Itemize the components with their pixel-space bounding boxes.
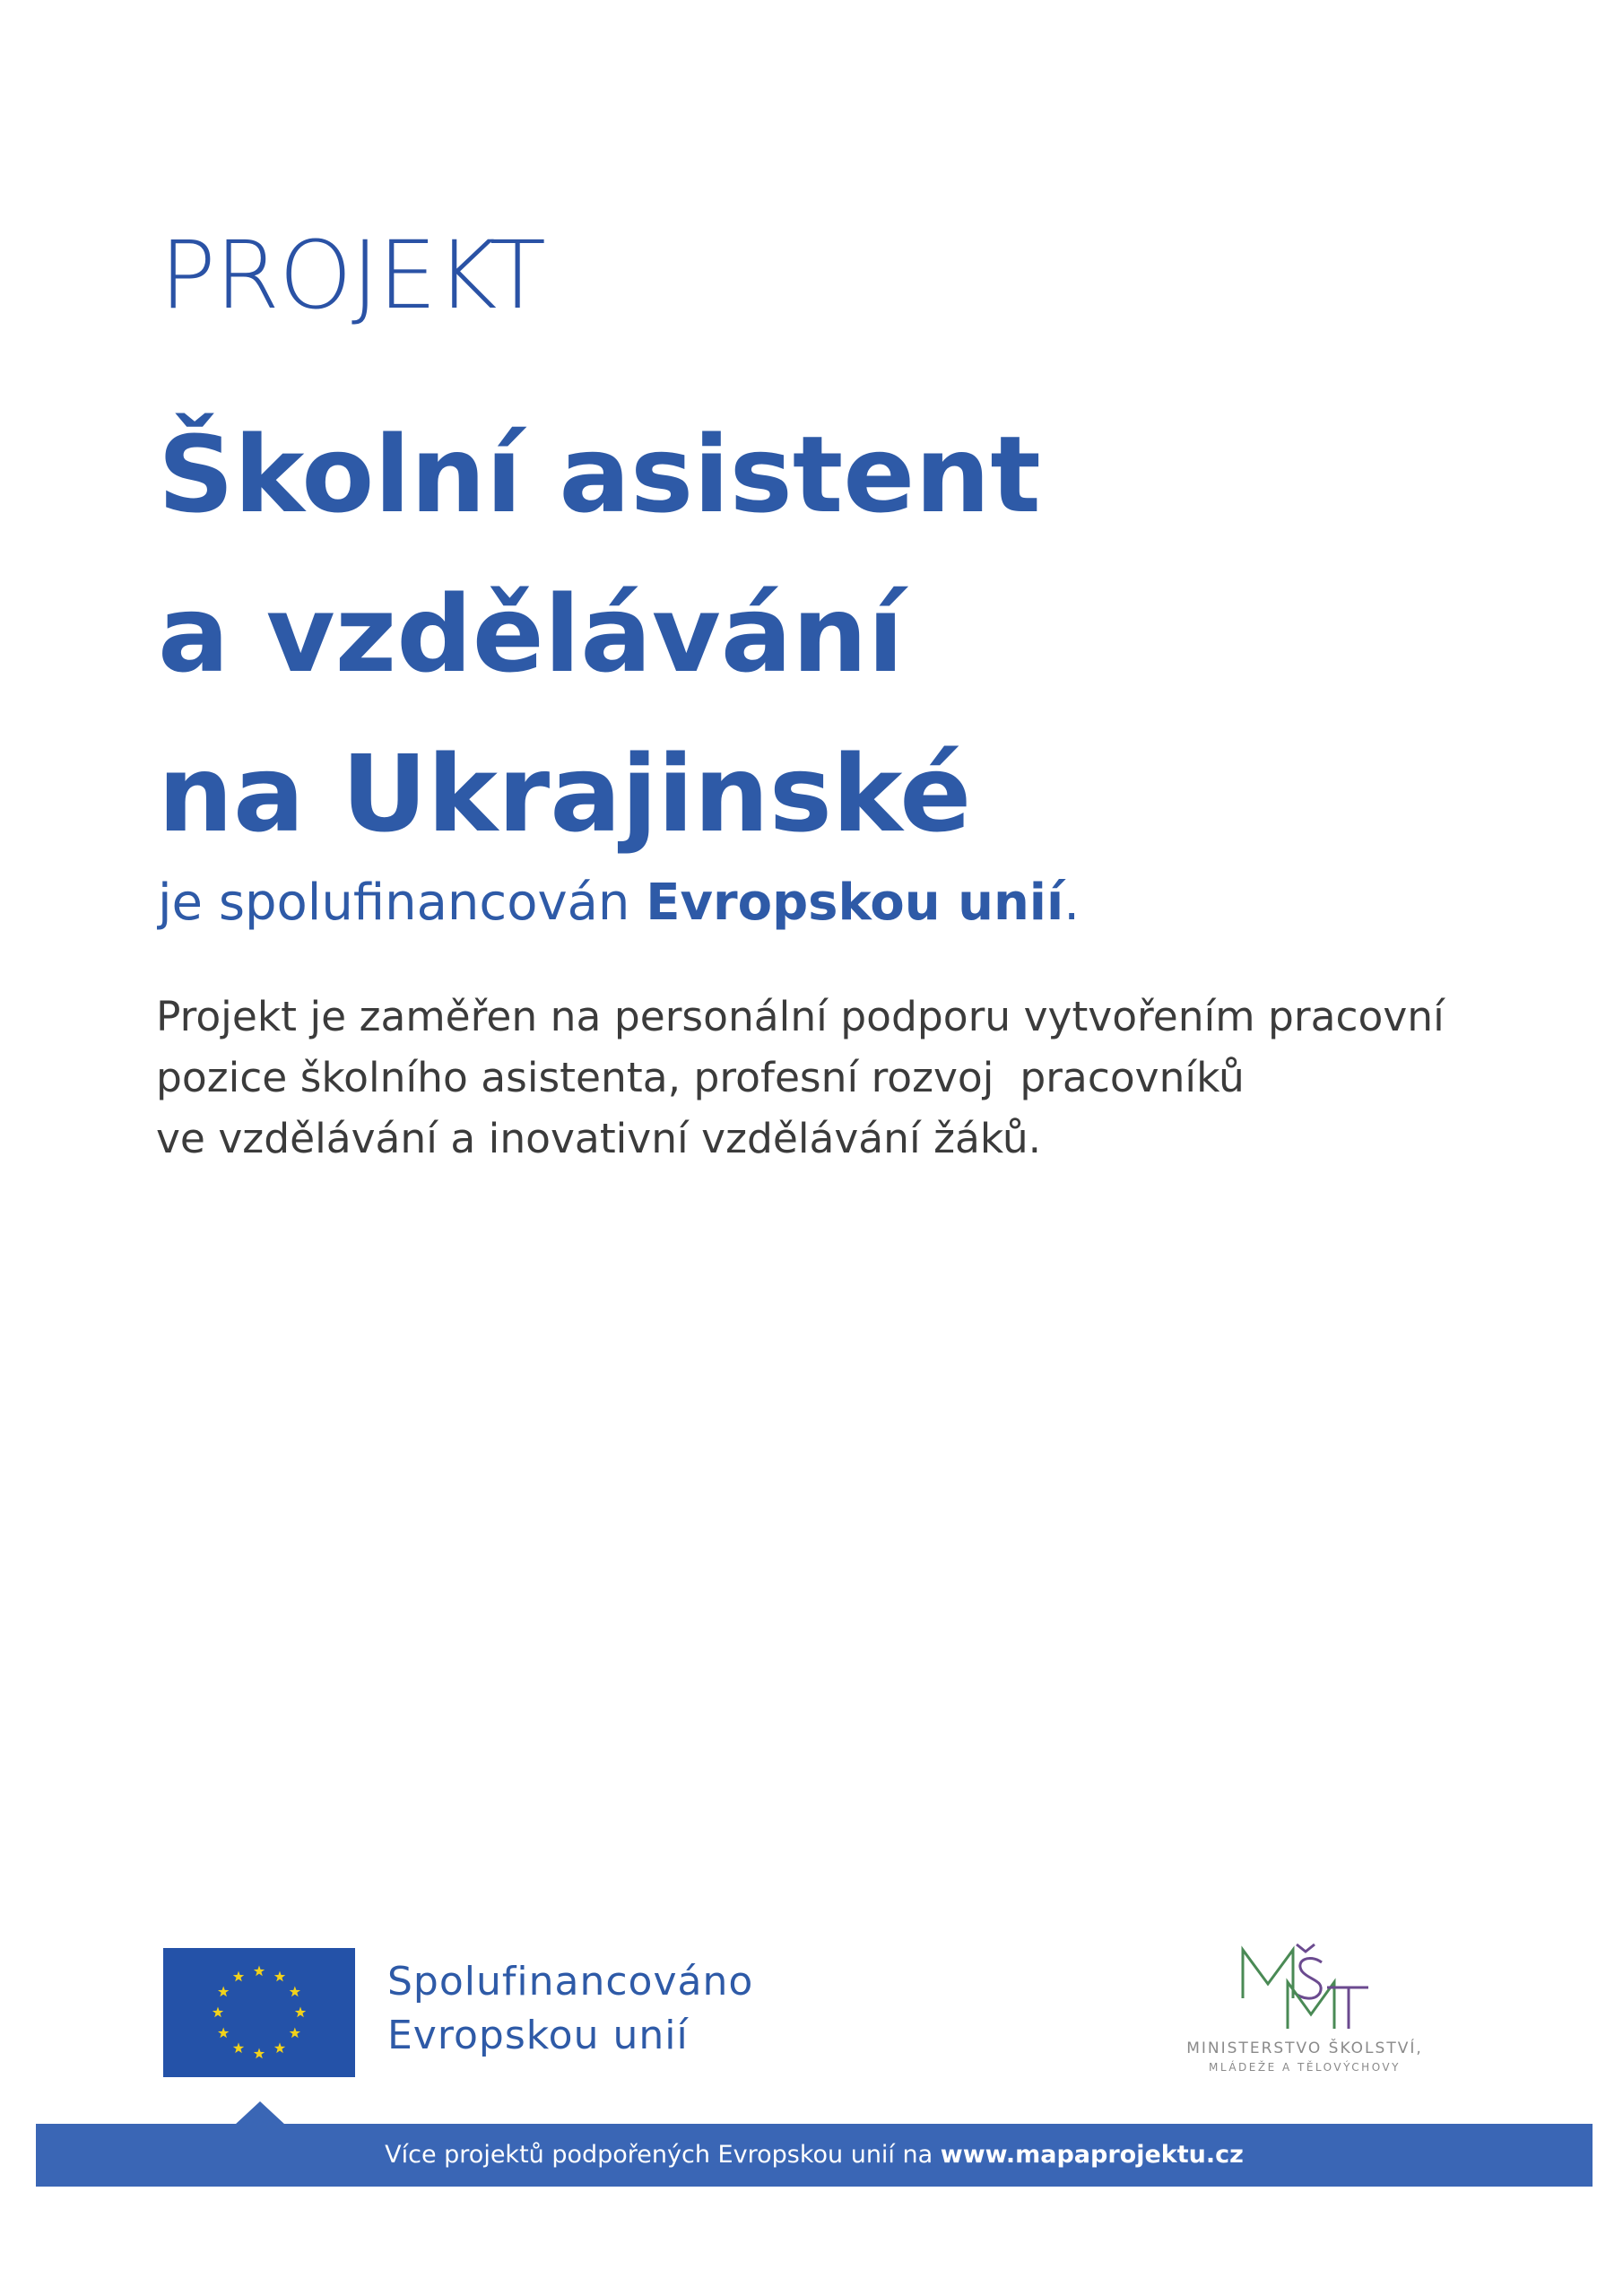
title-line-1: Školní asistent (158, 413, 1041, 536)
cofinancing-statement (158, 873, 1080, 933)
project-eyebrow: PROJEKT (160, 221, 545, 330)
eu-star-icon (233, 2042, 244, 2053)
eu-star-icon (218, 2028, 229, 2039)
title-line-3: na Ukrajinské (158, 732, 972, 856)
eu-cofinanced-caption (387, 1955, 753, 2063)
eu-star-icon (218, 1987, 229, 1997)
ministry-logo (1157, 1943, 1453, 2086)
eu-star-icon (274, 2042, 285, 2053)
eu-star-icon (233, 1971, 244, 1982)
subtitle-suffix: . (1063, 874, 1081, 932)
eu-caption-line-1: Spolufinancováno (387, 1959, 754, 2005)
eu-star-icon (290, 1987, 300, 1997)
title-line-2: a vzdělávání (158, 572, 904, 696)
eu-star-icon (295, 2007, 306, 2018)
banner-prefix: Více projektů podpořených Evropskou unií na (385, 2141, 941, 2169)
banner-text (36, 2124, 1593, 2187)
subtitle-eu: Evropskou unií (646, 874, 1064, 932)
banner-notch (235, 2101, 285, 2125)
description-line-1: Projekt je zaměřen na personální podporu vytvořením pracovní (156, 993, 1445, 1040)
eu-star-icon (254, 1966, 265, 1977)
eu-star-icon (213, 2007, 223, 2018)
eu-star-icon (254, 2048, 265, 2059)
eu-caption-line-2: Evropskou unií (387, 2013, 689, 2058)
msmt-logo-icon (1237, 1943, 1372, 2032)
project-title (158, 395, 1041, 874)
description-line-2: pozice školního asistenta, profesní rozvoj pracovníků (156, 1054, 1245, 1101)
description-line-3: ve vzdělávání a inovativní vzdělávání žáků. (156, 1115, 1042, 1162)
subtitle-prefix: je spolufinancován (158, 874, 647, 932)
eu-star-icon (274, 1971, 285, 1982)
eu-flag-icon (163, 1948, 355, 2077)
eu-stars (163, 1948, 355, 2077)
footer-banner (36, 2124, 1593, 2187)
ministry-name-line-1: MINISTERSTVO ŠKOLSTVÍ, (1186, 2039, 1423, 2057)
eu-star-icon (290, 2028, 300, 2039)
ministry-name-line-2: MLÁDEŽE A TĚLOVÝCHOVY (1209, 2061, 1401, 2074)
banner-link[interactable]: www.mapaprojektu.cz (940, 2141, 1244, 2169)
project-description (156, 987, 1501, 1170)
